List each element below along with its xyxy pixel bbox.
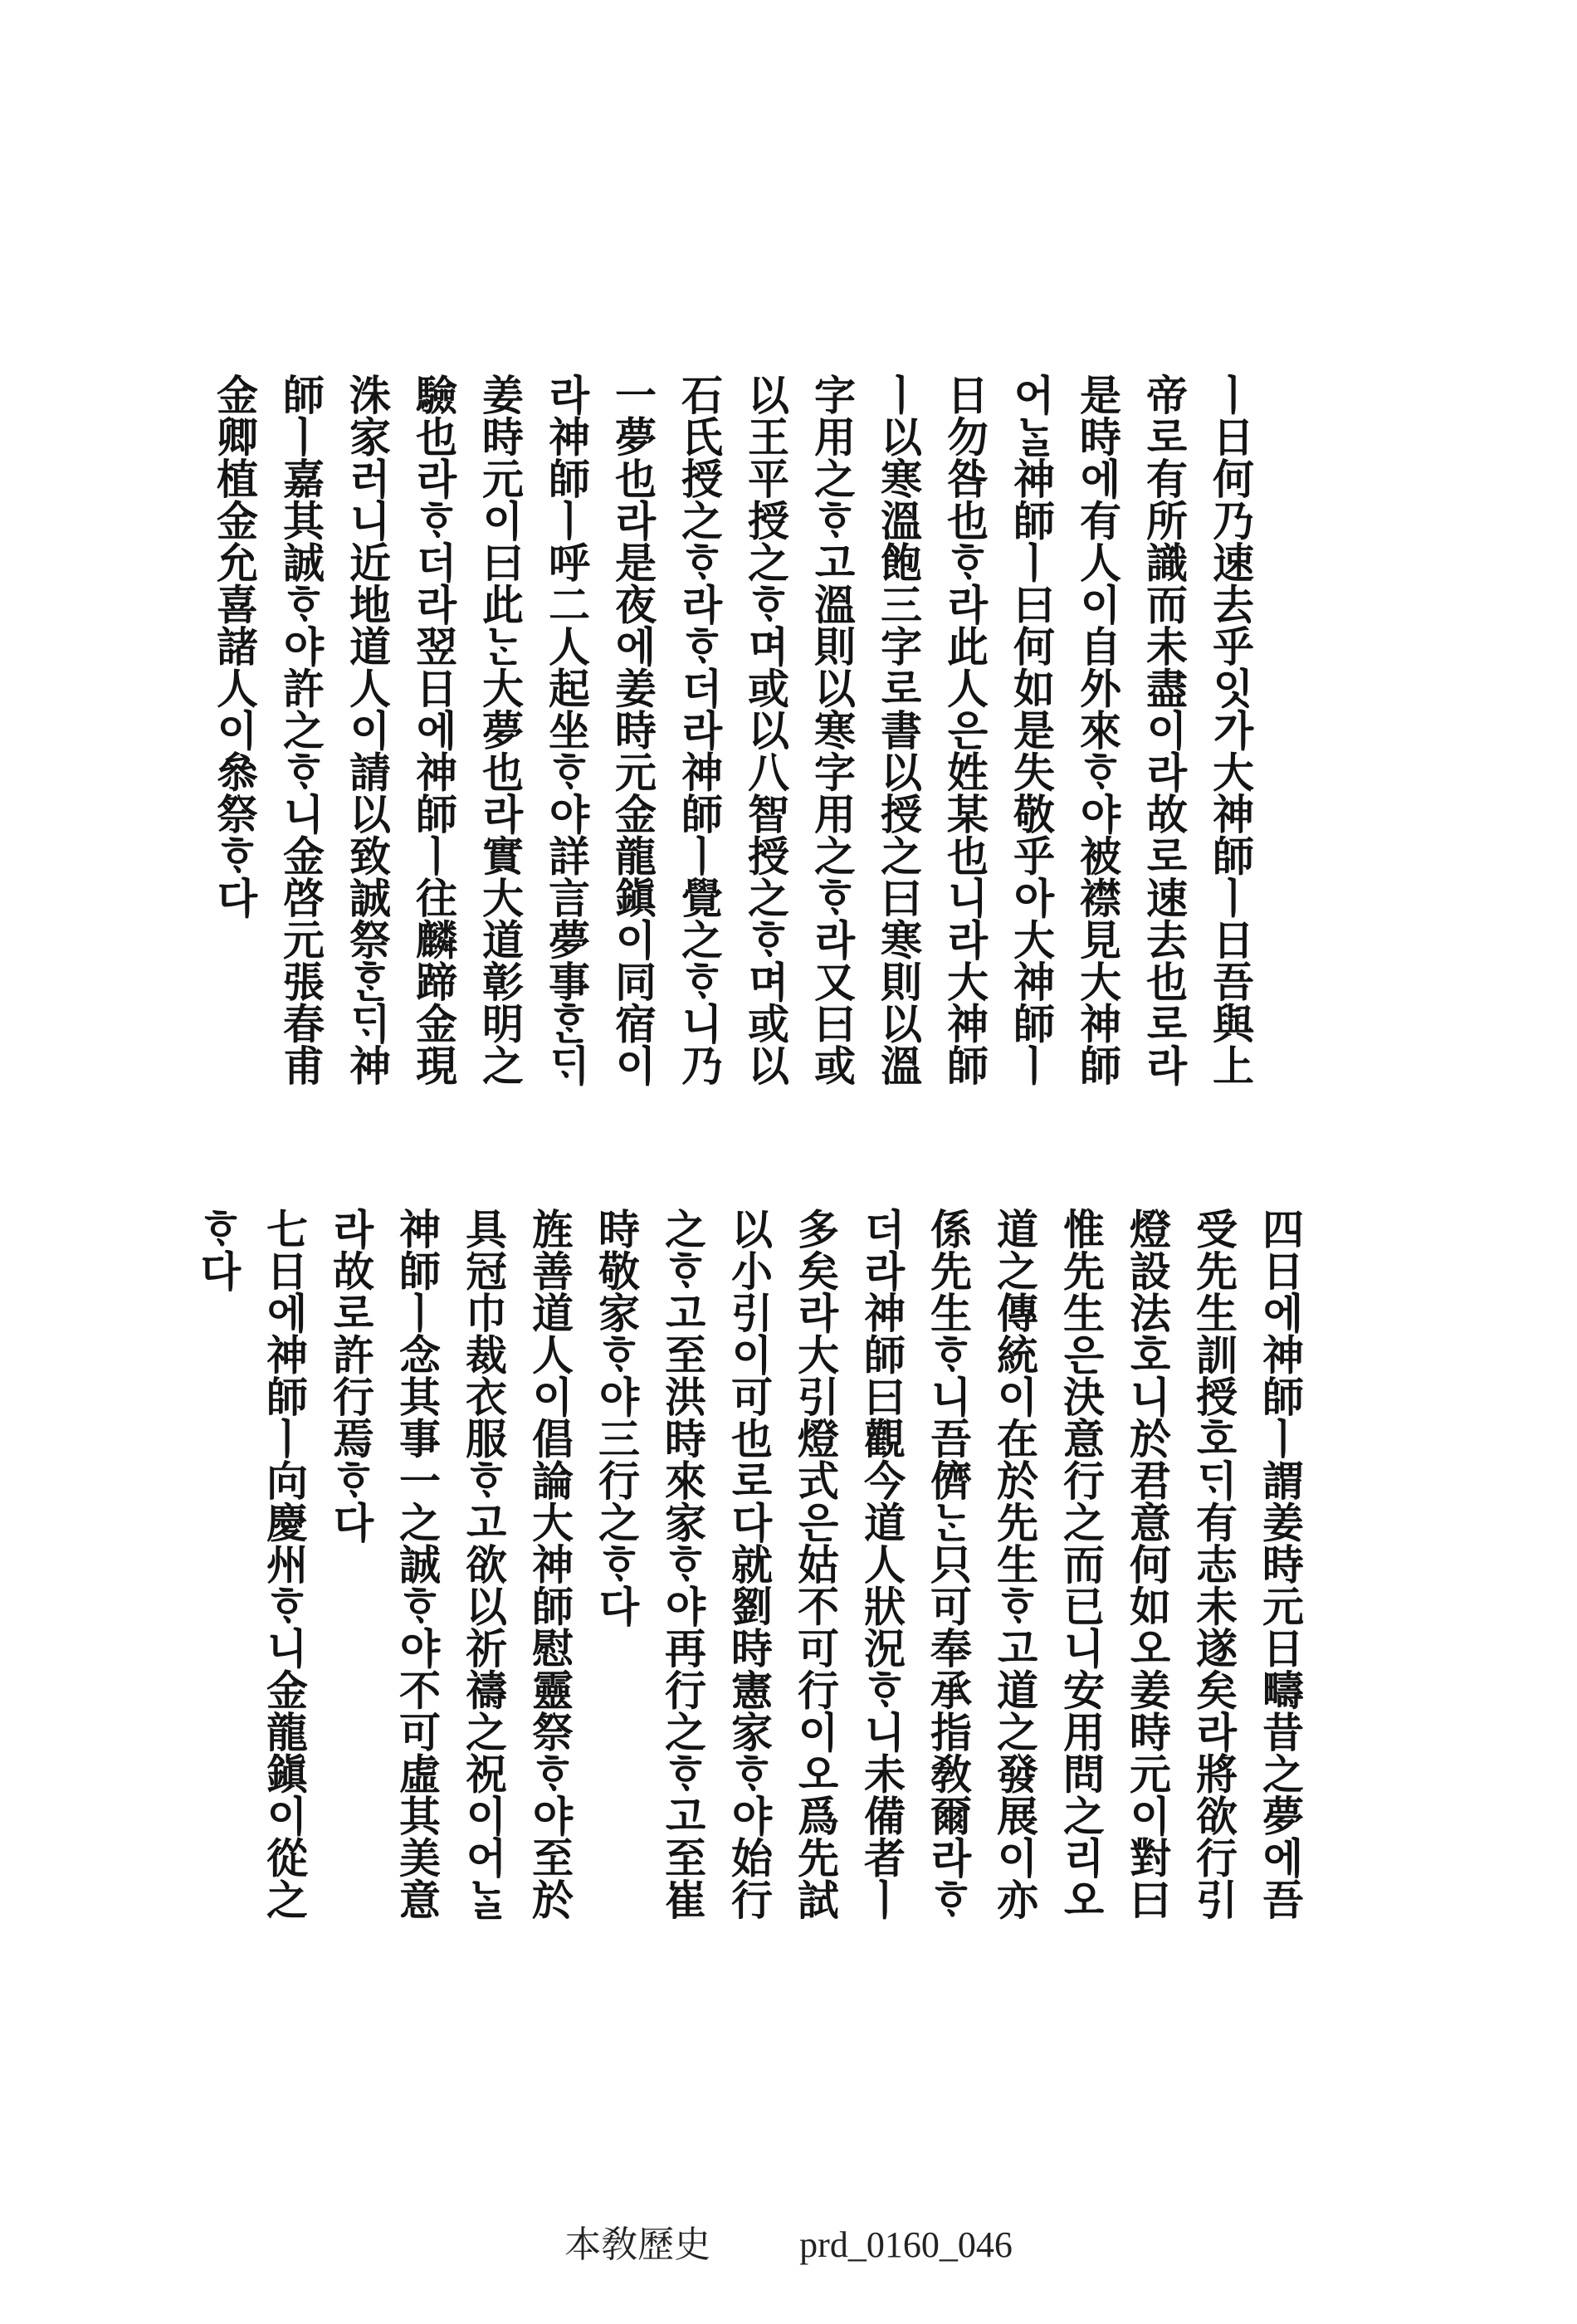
upper-text-column: 石氏授之ᄒᆞ라ᄒᆞ더라神師ㅣ覺之ᄒᆞ니乃 [675, 374, 724, 1086]
lower-text-column: 神師ㅣ念其事一之誠ᄒᆞ야不可虛其美意 [393, 1208, 442, 1921]
upper-text-column: 是時에有人이自外來ᄒᆞ야被襟見大神師 [1073, 374, 1122, 1086]
lower-text-block [193, 1208, 1313, 2038]
upper-text-column: 姜時元이曰此ᄂᆞᆫ大夢也라實大道彰明之 [476, 374, 525, 1086]
lower-text-column: 受先生訓授호ᄃᆡ有志未遂矣라將欲行引 [1189, 1208, 1238, 1921]
upper-text-column: 帝로有所識而未盡이라故로速去也로라 [1140, 374, 1189, 1086]
book-title: 本敎歷史 [564, 2224, 711, 2265]
page-footer [0, 2214, 1577, 2268]
upper-text-column: 洙家러니近地道人이請以致誠祭ᄒᆞᆫᄃᆡ神 [343, 374, 392, 1086]
lower-text-column: 四日에神師ㅣ謂姜時元日疇昔之夢에吾 [1256, 1208, 1305, 1921]
upper-text-column: ㅣ日何乃速去乎잇가大神師ㅣ日吾與上 [1206, 374, 1255, 1086]
upper-text-column: 一夢也라是夜에姜時元金龍鎭이同宿이 [608, 374, 657, 1086]
lower-text-column: ᄒᆞ다 [193, 1208, 242, 1291]
lower-text-column: 七日에神師ㅣ向慶州ᄒᆞ니金龍鎭이從之 [260, 1208, 309, 1921]
upper-text-column: ㅣ以寒溫飽三字로書以授之曰寒則以溫 [874, 374, 923, 1086]
lower-text-column: 係先生ᄒᆞ니吾儕ᄂᆞᆫ只可奉承指敎爾라ᄒᆞ [924, 1208, 973, 1921]
upper-text-column: 라神師ㅣ呼二人起坐ᄒᆞ야詳言夢事ᄒᆞᆫᄃᆡ [542, 374, 591, 1086]
lower-text-column: 之ᄒᆞ고至洪時來家ᄒᆞ야再行之ᄒᆞ고至崔 [658, 1208, 707, 1921]
upper-text-column: 驗也라ᄒᆞ더라翌日에神師ㅣ往麟蹄金現 [409, 374, 458, 1086]
upper-text-column: 以王平授之ᄒᆞ며或以八智授之ᄒᆞ며或以 [741, 374, 790, 1086]
lower-text-column: 道之傳統이在於先生ᄒᆞ고道之發展이亦 [990, 1208, 1039, 1921]
upper-text-column: 字用之ᄒᆞ고溫則以寒字用之ᄒᆞ라又曰或 [808, 374, 857, 1086]
lower-text-column: 具冠巾裁衣服ᄒᆞ고欲以祈禱之祝이어ᄂᆞᆯ [459, 1208, 508, 1921]
page-id: prd_0160_046 [799, 2224, 1013, 2265]
upper-text-block [184, 374, 1263, 1170]
lower-text-column: 惟先生은決意行之而已니安用問之리오 [1057, 1208, 1106, 1921]
lower-text-column: 더라神師曰觀今道人狀況ᄒᆞ니未備者ㅣ [857, 1208, 906, 1921]
upper-text-column: 師ㅣ嘉其誠ᄒᆞ야許之ᄒᆞ니金啓元張春甫 [276, 374, 325, 1086]
upper-text-column: 金卿植金允喜諸人이叅祭ᄒᆞ다 [210, 374, 259, 919]
lower-text-column: 多矣라大引燈式은姑不可行이오爲先試 [791, 1208, 840, 1921]
lower-text-column: 라故로許行焉ᄒᆞ다 [326, 1208, 375, 1543]
lower-text-column: 旌善道人이倡論大神師慰靈祭ᄒᆞ야至於 [525, 1208, 574, 1921]
lower-text-column: 時敬家ᄒᆞ야三行之ᄒᆞ다 [592, 1208, 641, 1627]
upper-text-column: 어ᄂᆞᆯ神師ㅣ曰何如是失敬乎아大神師ㅣ [1007, 374, 1056, 1086]
lower-text-column: 燈設法호니於君意何如오姜時元이對曰 [1123, 1208, 1172, 1921]
upper-text-column: 日勿咎也ᄒᆞ라此人은姓某也니라大神師 [940, 374, 989, 1086]
lower-text-column: 以小引이可也로다就劉時憲家ᄒᆞ야始行 [725, 1208, 774, 1921]
